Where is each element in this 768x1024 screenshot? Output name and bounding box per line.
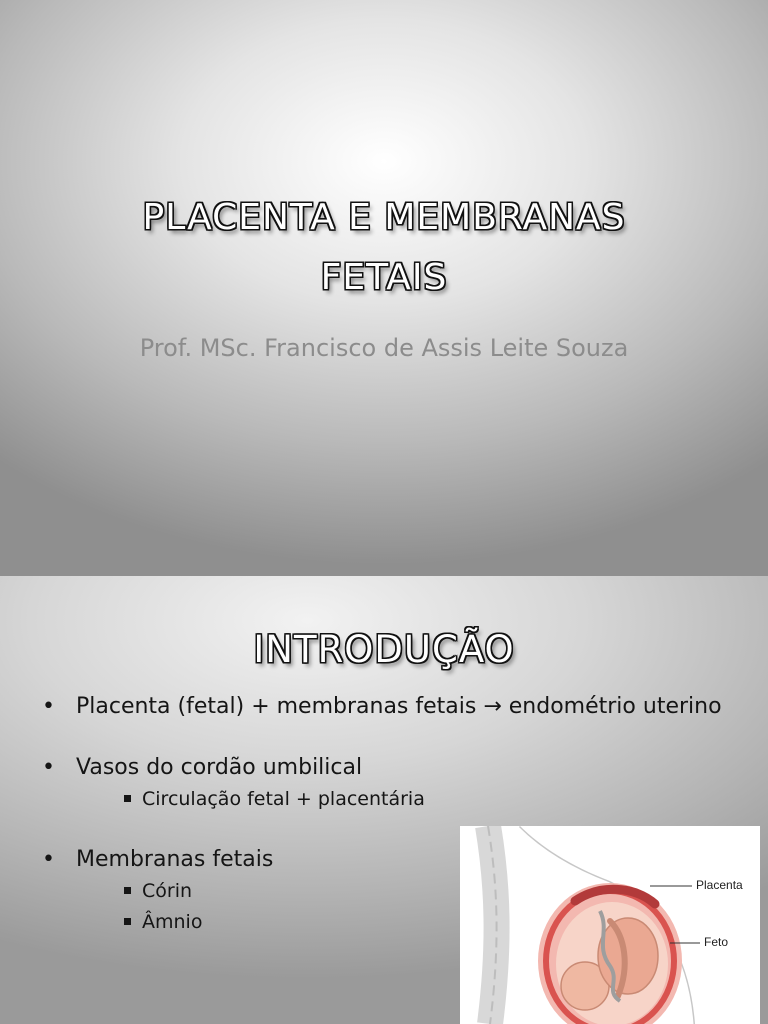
bullet-dot-icon: • (42, 847, 55, 872)
bullet-text: Placenta (fetal) + membranas fetais → endométrio uterino (76, 694, 722, 719)
bullet-item (40, 751, 740, 784)
square-bullet-icon (124, 795, 131, 802)
intro-title: INTRODUÇÃO (253, 628, 515, 671)
spine-shape (488, 826, 497, 1024)
bullet-text: Membranas fetais (76, 847, 274, 872)
feto-label: Feto (704, 935, 729, 949)
slide-title-line-1: PLACENTA E MEMBRANAS (142, 197, 626, 238)
sub-bullet-text: Circulação fetal + placentária (142, 788, 425, 810)
sub-bullet-item (40, 784, 740, 815)
placenta-label: Placenta (696, 878, 743, 892)
pregnancy-anatomy-figure (460, 826, 760, 1024)
square-bullet-icon (124, 918, 131, 925)
bullet-text: Vasos do cordão umbilical (76, 755, 363, 780)
slide-title-line-2: FETAIS (320, 257, 448, 298)
sub-bullet-text: Córin (142, 880, 193, 902)
pregnancy-illustration-icon (460, 826, 760, 1024)
square-bullet-icon (124, 887, 131, 894)
sub-bullet-text: Âmnio (142, 911, 203, 933)
intro-slide (0, 576, 768, 1024)
fetus-body-shape (598, 918, 658, 994)
bullet-dot-icon: • (42, 694, 55, 719)
slide-subtitle: Prof. MSc. Francisco de Assis Leite Souza (139, 334, 629, 362)
bullet-dot-icon: • (42, 755, 55, 780)
slide-title (0, 188, 768, 308)
bullet-item (40, 690, 740, 723)
